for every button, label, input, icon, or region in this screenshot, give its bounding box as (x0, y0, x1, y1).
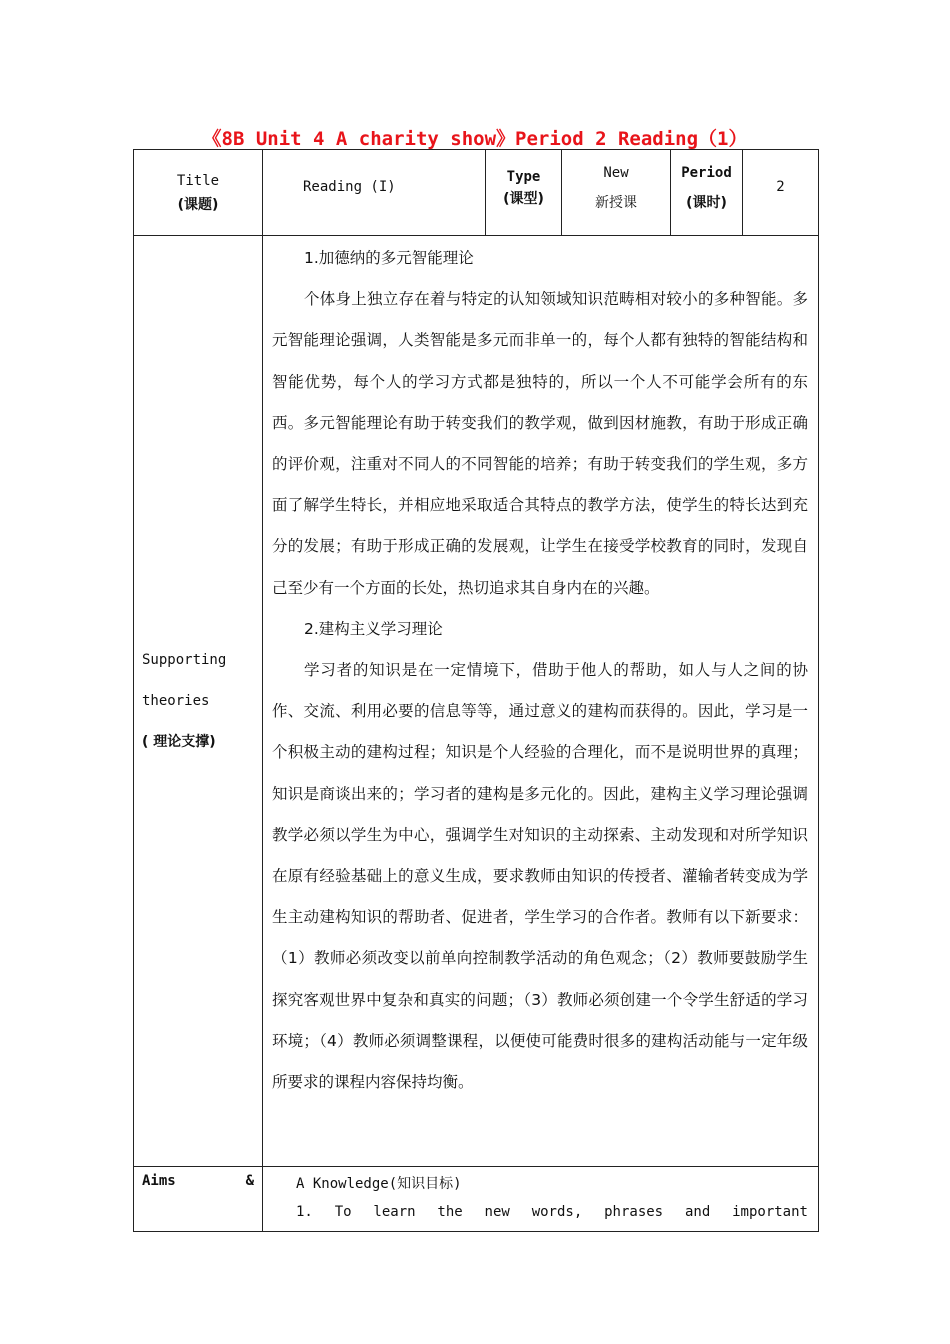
type-value-en: New (603, 164, 629, 181)
aims-knowledge-heading: A Knowledge(知识目标) (296, 1176, 462, 1192)
aims-word: phrases (604, 1204, 664, 1220)
aims-label: Aims (142, 1173, 176, 1189)
period-value: 2 (743, 150, 819, 236)
title-label-cell (134, 150, 263, 236)
period-label-cn: (课时) (686, 194, 727, 211)
title-label: Title (176, 172, 220, 189)
aims-word: and (684, 1204, 711, 1220)
supporting-label-cell (134, 236, 263, 1167)
aims-word: new (484, 1204, 510, 1220)
header-row (134, 150, 819, 236)
title-label-cn: (课题) (177, 196, 219, 213)
aims-word: learn (373, 1204, 416, 1220)
supporting-label-line1: Supporting (142, 651, 227, 668)
type-value-cell (562, 150, 671, 236)
period-label-cell (671, 150, 743, 236)
aims-word: the (437, 1204, 463, 1220)
supporting-label-cn: ( 理论支撑) (142, 733, 216, 750)
period-label: Period (681, 164, 732, 181)
lesson-plan-table (133, 149, 819, 1232)
theory-paragraph-1: 个体身上独立存在着与特定的认知领域知识范畴相对较小的多种智能。多元智能理论强调，人类智能是多元而非单一的，每个人都有独特的智能结构和智能优势，每个人的学习方式都是独特的，所以一个人不可能学会所有的东西。多元智能理论有助于转变我们的教学观，做到因材施教，有助于形成正确的评价观，注重对不同人的不同智能的培养；有助于转变我们的学生观，多方面了解学生特长，并相应地采取适合其特点的教学方法，使学生的特长达到充分的发展；有助于形成正确的发展观，让学生在接受学校教育的同时，发现自己至少有一个方面的长处，热切追求其自身内在的兴趣。 (272, 290, 808, 597)
supporting-label-line2: theories (142, 692, 210, 709)
aims-label-cell (134, 1167, 263, 1232)
title-value: Reading (I) (263, 150, 486, 236)
aims-word: words, (531, 1204, 583, 1220)
type-value-cn: 新授课 (595, 194, 637, 211)
aims-body (263, 1167, 819, 1232)
type-label: Type (506, 168, 541, 185)
page-title: 《8B Unit 4 A charity show》Period 2 Reading（1） (202, 128, 748, 150)
aims-word: To (334, 1204, 352, 1220)
aims-word: important (732, 1204, 808, 1220)
aims-row (134, 1167, 819, 1232)
supporting-body (263, 236, 819, 1167)
theory-heading-1: 1.加德纳的多元智能理论 (304, 249, 474, 267)
aims-word: 1. (296, 1204, 313, 1220)
aims-item-1 (296, 1197, 808, 1227)
type-label-cn: (课型) (503, 190, 544, 207)
type-label-cell (486, 150, 562, 236)
theory-paragraph-2: 学习者的知识是在一定情境下，借助于他人的帮助，如人与人之间的协作、交流、利用必要的信息等等，通过意义的建构而获得的。因此，学习是一个积极主动的建构过程；知识是个人经验的合理化，而不是说明世界的真理；知识是商谈出来的；学习者的建构是多元化的。因此，建构主义学习理论强调教学必须以学生为中心，强调学生对知识的主动探索、主动发现和对所学知识在原有经验基础上的意义生成，要求教师由知识的传授者、灌输者转变成为学生主动建构知识的帮助者、促进者，学生学习的合作者。教师有以下新要求：（1）教师必须改变以前单向控制教学活动的角色观念；（2）教师要鼓励学生探究客观世界中复杂和真实的问题；（3）教师必须创建一个令学生舒适的学习环境；（4）教师必须调整课程，以便使可能费时很多的建构活动能与一定年级所要求的课程内容保持均衡。 (272, 661, 808, 1092)
theory-heading-2: 2.建构主义学习理论 (304, 619, 443, 638)
supporting-row (134, 236, 819, 1167)
aims-label-amp: & (245, 1173, 254, 1189)
